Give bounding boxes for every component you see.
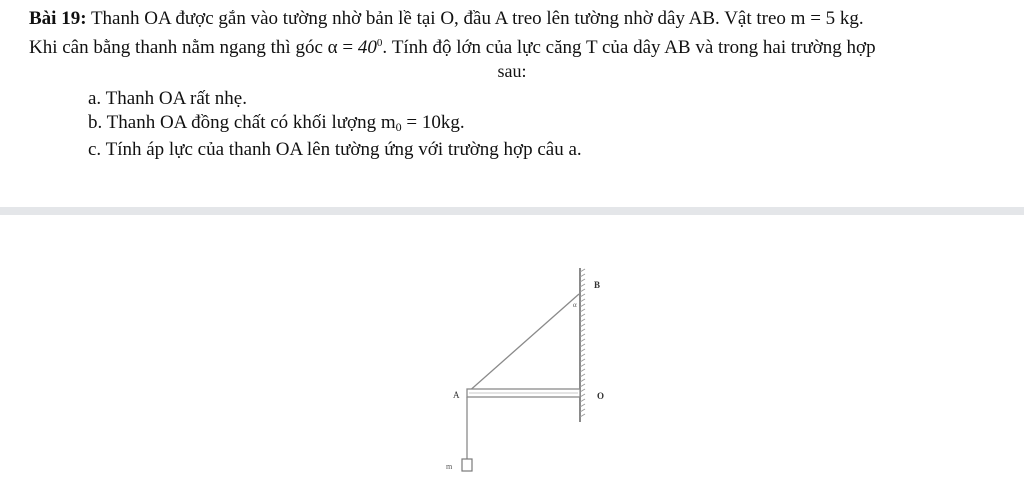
part-b-value: = 10kg. [401,112,465,133]
mass-block [462,459,472,471]
problem-line-2 [29,32,876,59]
string-ab [467,294,579,393]
part-b [88,112,465,138]
problem-label: Bài 19: [29,8,87,29]
problem-line-2-start: Khi cân bằng thanh nằm ngang thì góc α = [29,37,358,58]
section-divider [0,207,1024,215]
part-a: a. Thanh OA rất nhẹ. [88,88,247,109]
problem-line-1-text: Thanh OA được gắn vào tường nhờ bản lề tại O, đầu A treo lên tường nhờ dây AB. Vật treo m = 5 kg. [86,8,864,29]
part-c: c. Tính áp lực của thanh OA lên tường ứng với trường hợp câu a. [88,139,582,160]
angle-value: 40 [357,37,377,58]
part-b-text: b. Thanh OA đồng chất có khối lượng m [88,112,396,133]
label-b: B [594,280,601,290]
label-m: m [446,462,453,471]
angle-unit: 0 [376,37,383,49]
part-b-subscript: 0 [395,120,402,134]
label-alpha: α [573,301,577,309]
problem-line-1 [29,8,864,30]
label-o: O [597,391,605,401]
label-a: A [453,390,460,400]
problem-line-3: sau: [497,61,527,81]
problem-line-2-end: . Tính độ lớn của lực căng T của dây AB và trong hai trường hợp [382,37,876,58]
physics-diagram [430,262,620,482]
